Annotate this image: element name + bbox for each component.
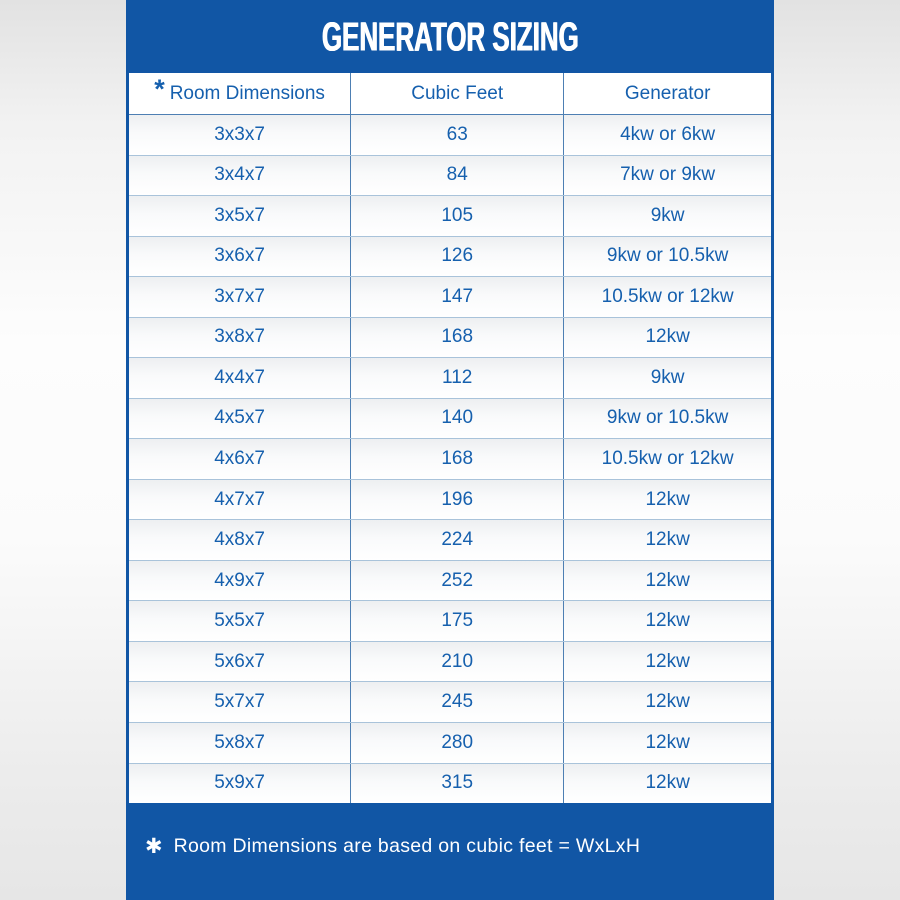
generator-cell: 9kw: [650, 204, 685, 226]
room-dimensions-cell: 5x6x7: [129, 642, 351, 682]
cubic-feet-cell: 105: [351, 196, 564, 236]
table-row: [129, 236, 771, 277]
room-dimensions-cell: 3x3x7: [129, 115, 351, 155]
table-row: [129, 681, 771, 722]
generator-cell: 4kw or 6kw: [620, 123, 716, 145]
header-cell-room-dimensions: * Room Dimensions: [129, 73, 351, 114]
generator-cell: 7kw or 9kw: [620, 164, 716, 186]
table-row: [129, 438, 771, 479]
cubic-feet-cell: 140: [351, 399, 564, 439]
cubic-feet-cell: 112: [351, 358, 564, 398]
table-header-row: [129, 73, 771, 115]
room-dimensions-cell: 4x6x7: [129, 439, 351, 479]
generator-cell: 9kw or 10.5kw: [606, 245, 729, 267]
table-row: [129, 276, 771, 317]
generator-cell: 12kw: [645, 731, 690, 753]
generator-cell: 12kw: [645, 610, 690, 632]
room-dimensions-cell: 4x5x7: [129, 399, 351, 439]
brand-panel: [126, 0, 774, 900]
room-dimensions-cell: 5x8x7: [129, 723, 351, 763]
cubic-feet-cell: 196: [351, 480, 564, 520]
cubic-feet-cell: 245: [351, 682, 564, 722]
table-row: [129, 763, 771, 804]
generator-cell: 9kw or 10.5kw: [606, 407, 729, 429]
table-row: [129, 641, 771, 682]
generator-cell: 9kw: [650, 366, 685, 388]
room-dimensions-cell: 5x9x7: [129, 764, 351, 804]
room-dimensions-cell: 4x8x7: [129, 520, 351, 560]
table-row: [129, 722, 771, 763]
header-cell-cubic-feet: [351, 73, 564, 114]
cubic-feet-cell: 63: [351, 115, 564, 155]
table-row: [129, 195, 771, 236]
header-cell-generator: [564, 73, 771, 114]
room-dimensions-cell: 4x9x7: [129, 561, 351, 601]
cubic-feet-cell: 280: [351, 723, 564, 763]
footnote-text: Room Dimensions are based on cubic feet = WxLxH: [173, 835, 641, 857]
generator-cell: 10.5kw or 12kw: [601, 448, 734, 470]
title-band: [126, 0, 774, 73]
table-row: [129, 600, 771, 641]
generator-cell: 12kw: [645, 691, 690, 713]
generator-cell: 12kw: [645, 772, 690, 794]
cubic-feet-cell: 175: [351, 601, 564, 641]
cubic-feet-cell: 315: [351, 764, 564, 804]
generator-cell: 12kw: [645, 569, 690, 591]
cubic-feet-cell: 126: [351, 237, 564, 277]
table-row: [129, 357, 771, 398]
table-row: [129, 479, 771, 520]
generator-cell: 12kw: [645, 650, 690, 672]
sizing-table: [129, 73, 771, 803]
table-row: [129, 317, 771, 358]
header-label-generator: Generator: [624, 82, 711, 104]
room-dimensions-cell: 3x8x7: [129, 318, 351, 358]
room-dimensions-cell: 3x4x7: [129, 156, 351, 196]
table-row: [129, 115, 771, 155]
cubic-feet-cell: 84: [351, 156, 564, 196]
cubic-feet-cell: 224: [351, 520, 564, 560]
table-body: [129, 115, 771, 803]
room-dimensions-cell: 3x7x7: [129, 277, 351, 317]
page-title: GENERATOR SIZING: [321, 12, 579, 59]
cubic-feet-cell: 168: [351, 318, 564, 358]
cubic-feet-cell: 252: [351, 561, 564, 601]
room-dimensions-cell: 4x4x7: [129, 358, 351, 398]
header-label-room-dimensions: Room Dimensions: [169, 82, 325, 104]
room-dimensions-cell: 5x7x7: [129, 682, 351, 722]
cubic-feet-cell: 147: [351, 277, 564, 317]
generator-cell: 12kw: [645, 488, 690, 510]
table-row: [129, 155, 771, 196]
generator-cell: 12kw: [645, 326, 690, 348]
asterisk-icon: ✱: [145, 835, 163, 858]
room-dimensions-cell: 3x5x7: [129, 196, 351, 236]
table-row: [129, 398, 771, 439]
room-dimensions-cell: 3x6x7: [129, 237, 351, 277]
footnote: [126, 803, 774, 900]
room-dimensions-cell: 4x7x7: [129, 480, 351, 520]
cubic-feet-cell: 210: [351, 642, 564, 682]
table-row: [129, 560, 771, 601]
cubic-feet-cell: 168: [351, 439, 564, 479]
room-dimensions-cell: 5x5x7: [129, 601, 351, 641]
header-label-cubic-feet: Cubic Feet: [411, 82, 504, 104]
table-row: [129, 519, 771, 560]
generator-cell: 10.5kw or 12kw: [601, 285, 734, 307]
generator-cell: 12kw: [645, 529, 690, 551]
